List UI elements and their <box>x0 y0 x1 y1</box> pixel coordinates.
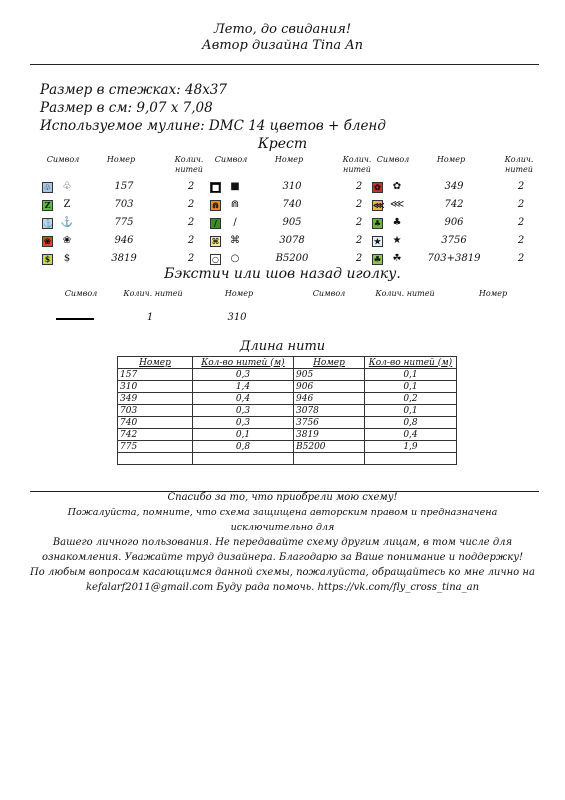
symbol-glyph: ⌘ <box>230 235 240 246</box>
strand-count: 2 <box>517 253 525 264</box>
strand-count: 2 <box>187 199 195 210</box>
copyright-line-1: Пожалуйста, помните, что схема защищена авторским правом и предназначена исключительно для <box>67 507 498 533</box>
author-line: Автор дизайна Tina An <box>201 38 364 53</box>
cell-number: 3078 <box>294 405 365 417</box>
cell-number: 310 <box>118 381 193 393</box>
symbol-glyph: ☘ <box>392 253 402 264</box>
symbol-glyph: $ <box>63 253 71 264</box>
size-cm: Размер в см: 9,07 x 7,08 <box>40 100 213 116</box>
cross-section-title: Крест <box>257 136 308 152</box>
cell-length: 1,9 <box>365 441 457 453</box>
cell-number: 703 <box>118 405 193 417</box>
cell-length: 0,4 <box>365 429 457 441</box>
col-number: Номер <box>118 357 193 369</box>
table-row <box>118 417 457 429</box>
dmc-number: 3078 <box>279 235 305 246</box>
threads-used: Используемое мулине: DMC 14 цветов + бленд <box>40 118 386 134</box>
thanks-line: Спасибо за то, что приобрели мою схему! <box>167 492 398 503</box>
color-swatch: ❀ <box>42 236 53 247</box>
color-swatch: $ <box>42 254 53 265</box>
color-swatch: Z <box>42 200 53 211</box>
bs-number: 310 <box>227 312 247 323</box>
cell-number: 740 <box>118 417 193 429</box>
symbol-glyph: ♣ <box>392 217 402 228</box>
col-length: Кол-во нитей (м) <box>193 357 294 369</box>
dmc-number: B5200 <box>275 253 309 264</box>
cell-length: 0,1 <box>365 381 457 393</box>
contact-line-2: kefalarf2011@gmail.com Буду рада помочь. https://vk.com/fly_cross_tina_an <box>85 582 480 593</box>
cell-length: 0,1 <box>365 405 457 417</box>
cell-length: 0,1 <box>365 369 457 381</box>
dmc-number: 740 <box>282 199 302 210</box>
size-stitches: Размер в стежках: 48x37 <box>40 82 227 98</box>
symbol-glyph: Z <box>63 199 71 210</box>
color-swatch: / <box>210 218 221 229</box>
copyright-line-2: Вашего личного пользования. Не передавайте схему другим лицам, в том числе для <box>52 537 513 548</box>
length-section-title: Длина нити <box>239 339 326 354</box>
cell-number: 3819 <box>294 429 365 441</box>
cell-number: B5200 <box>294 441 365 453</box>
color-swatch: ✿ <box>372 182 383 193</box>
cell-number: 946 <box>294 393 365 405</box>
symbol-glyph: ⚓ <box>60 217 74 228</box>
color-swatch: ☘ <box>373 254 382 264</box>
bs-header-symbol: Символ <box>64 289 98 298</box>
col-number-2: Номер <box>294 357 365 369</box>
cell-length: 0,2 <box>365 393 457 405</box>
color-swatch: ★ <box>373 236 382 246</box>
table-row <box>118 381 457 393</box>
cell-number: 349 <box>118 393 193 405</box>
table-row <box>118 453 457 465</box>
bs-header-strands-2: Колич. нитей <box>375 289 435 298</box>
cell-number <box>118 453 193 465</box>
color-swatch: ♧ <box>43 182 52 192</box>
symbol-glyph: ♧ <box>62 181 72 192</box>
cell-length: 0,3 <box>193 369 294 381</box>
strand-count: 2 <box>187 235 195 246</box>
bs-header-strands: Колич. нитей <box>123 289 183 298</box>
cross-header-number: Номер <box>436 155 466 164</box>
dmc-number: 906 <box>444 217 464 228</box>
color-swatch: ⚓ <box>43 218 53 228</box>
cell-number: 905 <box>294 369 365 381</box>
contact-line-1: По любым вопросам касающимся данной схемы, пожалуйста, обращайтесь ко мне лично на <box>30 567 535 578</box>
strand-count: 2 <box>187 253 195 264</box>
dmc-number: 946 <box>114 235 134 246</box>
table-row <box>118 441 457 453</box>
color-swatch: ○ <box>210 254 221 265</box>
bs-strands: 1 <box>146 312 154 323</box>
bs-header-number-2: Номер <box>478 289 508 298</box>
cell-number: 906 <box>294 381 365 393</box>
cross-header-symbol: Символ <box>214 155 248 164</box>
strand-count: 2 <box>517 181 525 192</box>
strand-count: 2 <box>355 181 363 192</box>
strand-count: 2 <box>355 199 363 210</box>
cross-header-strands: Колич. нитей <box>342 155 372 174</box>
table-row <box>118 393 457 405</box>
backstitch-line-symbol <box>56 318 94 320</box>
dmc-number: 905 <box>282 217 302 228</box>
cell-length: 0,8 <box>365 417 457 429</box>
cross-header-number: Номер <box>106 155 136 164</box>
cell-length: 0,8 <box>193 441 294 453</box>
bs-header-symbol-2: Символ <box>312 289 346 298</box>
cell-length: 0,3 <box>193 417 294 429</box>
table-row <box>118 369 457 381</box>
table-header-row <box>118 357 457 369</box>
strand-count: 2 <box>187 217 195 228</box>
pattern-title: Лето, до свидания! <box>213 22 352 37</box>
backstitch-section-title: Бэкстич или шов назад иголку. <box>164 266 401 282</box>
symbol-glyph: ❀ <box>62 235 72 246</box>
table-row <box>118 429 457 441</box>
cross-header-symbol: Символ <box>376 155 410 164</box>
strand-count: 2 <box>517 199 525 210</box>
footer-text <box>30 490 535 595</box>
cross-header-strands: Колич. нитей <box>504 155 534 174</box>
dmc-number: 3819 <box>111 253 137 264</box>
symbol-glyph: ✿ <box>392 181 402 192</box>
symbol-glyph: ○ <box>230 253 240 264</box>
cell-length: 1,4 <box>193 381 294 393</box>
symbol-glyph: ■ <box>230 181 240 192</box>
symbol-glyph: ⋘ <box>390 199 405 210</box>
color-swatch: ⋘ <box>373 200 385 210</box>
strand-count: 2 <box>187 181 195 192</box>
strand-count: 2 <box>517 235 525 246</box>
cross-header-number: Номер <box>274 155 304 164</box>
symbol-glyph: / <box>233 217 237 228</box>
cell-number: 775 <box>118 441 193 453</box>
color-swatch: ⋒ <box>210 200 221 211</box>
strand-count: 2 <box>355 217 363 228</box>
symbol-glyph: ★ <box>392 235 402 246</box>
dmc-number: 703+3819 <box>427 253 481 264</box>
cell-number: 742 <box>118 429 193 441</box>
cell-length <box>365 453 457 465</box>
cell-number: 157 <box>118 369 193 381</box>
strand-count: 2 <box>355 235 363 246</box>
table-row <box>118 405 457 417</box>
color-swatch: ■ <box>211 182 220 192</box>
cross-header-strands: Колич. нитей <box>174 155 204 174</box>
cell-length <box>193 453 294 465</box>
bs-header-number: Номер <box>224 289 254 298</box>
cell-length: 0,3 <box>193 405 294 417</box>
symbol-glyph: ⋒ <box>230 199 240 210</box>
dmc-number: 157 <box>114 181 134 192</box>
col-length-2: Кол-во нитей (м) <box>365 357 457 369</box>
color-swatch: ⌘ <box>211 236 220 246</box>
copyright-line-3: ознакомления. Уважайте труд дизайнера. Благодарю за Ваше понимание и поддержку! <box>41 552 524 563</box>
cross-header-symbol: Символ <box>46 155 80 164</box>
page-title <box>0 22 565 54</box>
dmc-number: 742 <box>444 199 464 210</box>
cell-number <box>294 453 365 465</box>
cell-length: 0,1 <box>193 429 294 441</box>
color-swatch: ♣ <box>373 218 382 228</box>
dmc-number: 3756 <box>441 235 467 246</box>
cell-length: 0,4 <box>193 393 294 405</box>
thread-length-table <box>117 356 457 465</box>
dmc-number: 703 <box>114 199 134 210</box>
divider <box>30 64 539 65</box>
cell-number: 3756 <box>294 417 365 429</box>
dmc-number: 310 <box>282 181 302 192</box>
strand-count: 2 <box>355 253 363 264</box>
strand-count: 2 <box>517 217 525 228</box>
dmc-number: 349 <box>444 181 464 192</box>
dmc-number: 775 <box>114 217 134 228</box>
